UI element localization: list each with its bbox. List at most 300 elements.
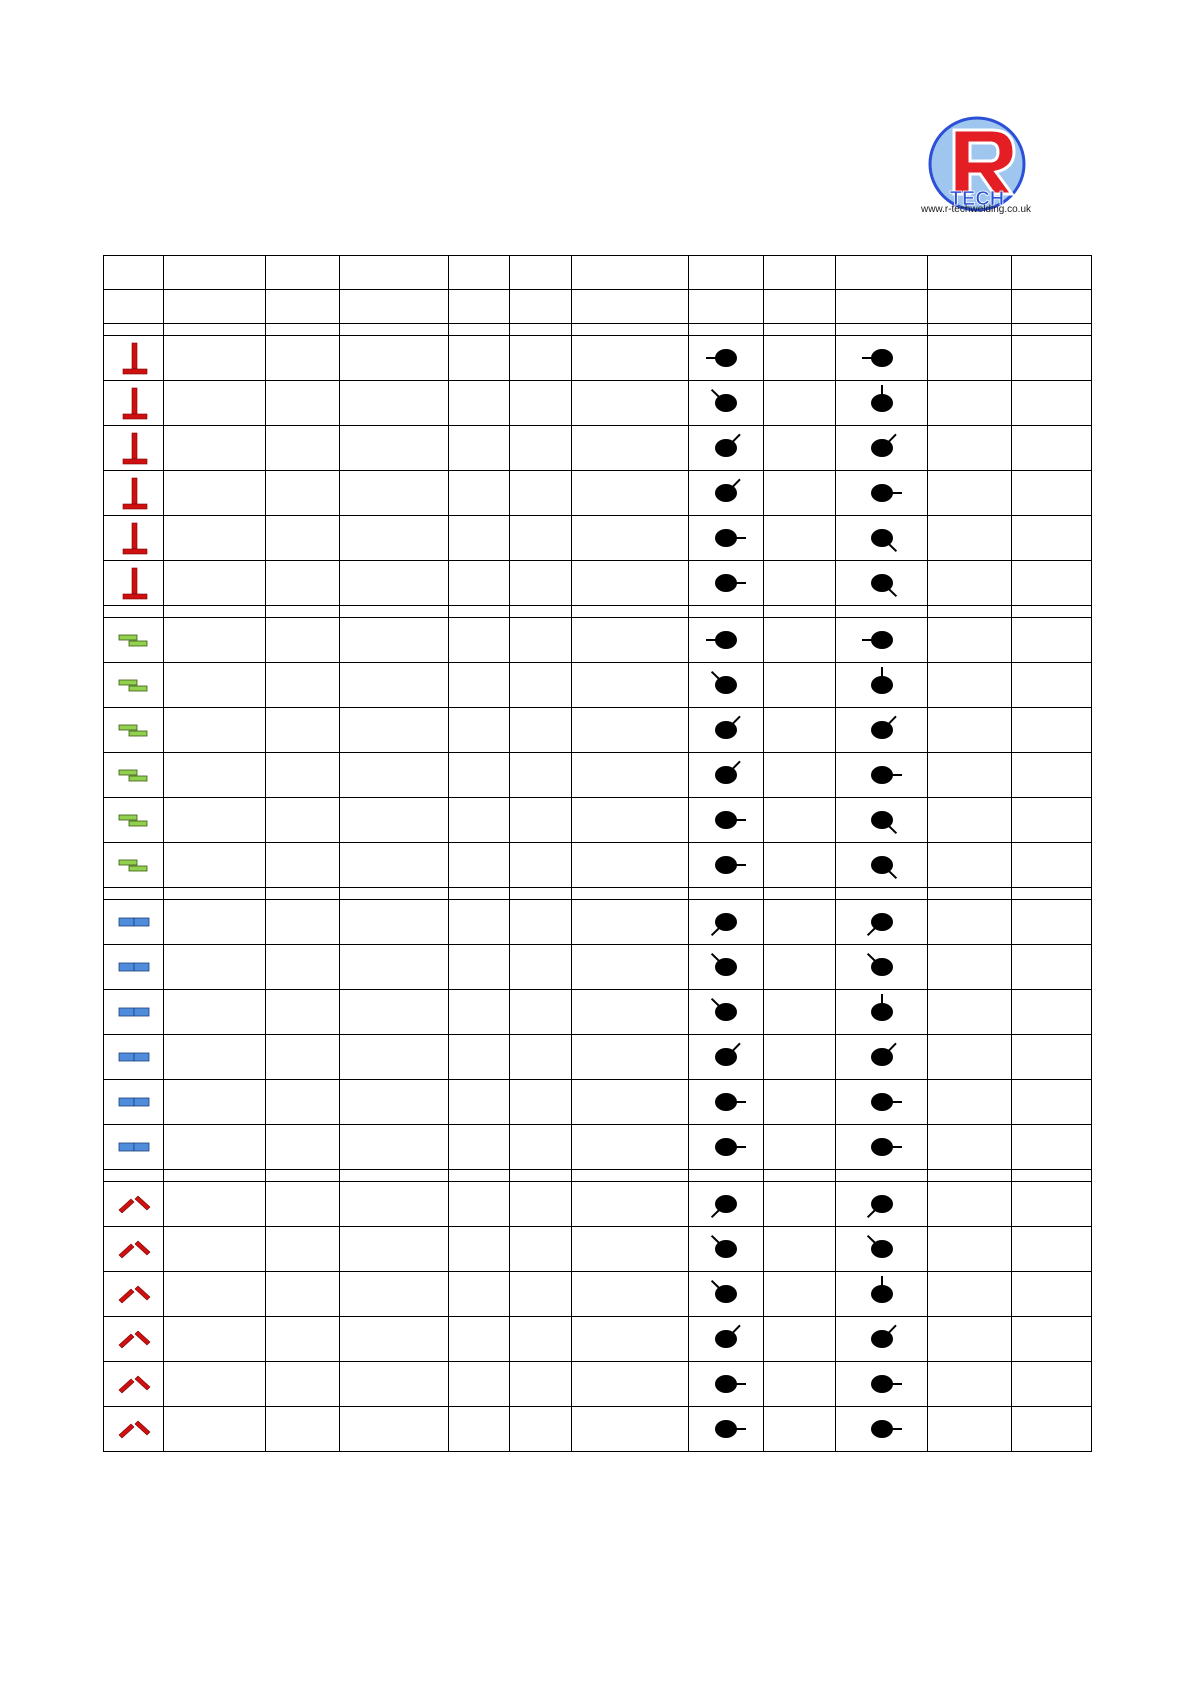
table-cell [340,1182,449,1227]
torch-position-icon [706,949,746,985]
table-cell [266,1035,340,1080]
table-cell [510,663,572,708]
table-cell [572,798,689,843]
table-cell [340,888,449,900]
table-cell [340,1170,449,1182]
torch-position-icon [862,1186,902,1222]
table-cell [572,290,689,324]
table-cell [928,888,1012,900]
table-cell [928,708,1012,753]
table-cell [689,561,764,606]
table-cell [836,1035,928,1080]
table-cell [164,708,266,753]
table-cell [510,1170,572,1182]
table-cell [510,1125,572,1170]
table-cell [266,471,340,516]
table-cell [764,618,836,663]
table-cell [510,1080,572,1125]
torch-position-icon [862,802,902,838]
table-cell [449,256,510,290]
table-cell [689,256,764,290]
table-cell [510,516,572,561]
lap-joint-icon [116,756,152,794]
table-cell [689,606,764,618]
table-cell [449,606,510,618]
table-cell [836,1125,928,1170]
table-cell [836,516,928,561]
table-cell [836,798,928,843]
table-cell [449,290,510,324]
table-cell [764,1035,836,1080]
table-row [104,1227,1092,1272]
table-cell [836,290,928,324]
torch-position-icon [862,1039,902,1075]
corner-joint-icon [116,1185,152,1223]
corner-joint-icon [116,1275,152,1313]
table-cell [1012,1272,1092,1317]
table-cell [572,618,689,663]
table-row [104,708,1092,753]
table-cell [928,290,1012,324]
table-cell [164,381,266,426]
table-cell [340,561,449,606]
table-cell [836,1227,928,1272]
table-cell [449,843,510,888]
table-row [104,1035,1092,1080]
table-cell [164,561,266,606]
table-cell [510,1362,572,1407]
butt-joint-icon [116,1128,152,1166]
table-cell [266,1227,340,1272]
table-cell [164,1182,266,1227]
torch-position-icon [862,1321,902,1357]
table-cell [104,753,164,798]
table-cell [836,1080,928,1125]
table-cell [1012,516,1092,561]
table-row [104,990,1092,1035]
table-row [104,1272,1092,1317]
group-separator-row [104,1170,1092,1182]
table-cell [836,1407,928,1452]
table-row [104,1182,1092,1227]
torch-position-icon [862,1084,902,1120]
torch-position-icon [862,340,902,376]
table-cell [928,324,1012,336]
table-cell [510,900,572,945]
table-cell [928,798,1012,843]
table-cell [1012,1407,1092,1452]
butt-joint-icon [116,993,152,1031]
table-cell [340,1407,449,1452]
table-cell [836,324,928,336]
butt-joint-icon [116,1083,152,1121]
table-cell [266,753,340,798]
table-cell [164,1272,266,1317]
table-cell [340,618,449,663]
table-cell [449,1080,510,1125]
table-cell [449,798,510,843]
r-tech-logo [896,112,1058,216]
table-cell [689,516,764,561]
table-cell [928,256,1012,290]
t-joint-fillet-icon [116,564,152,602]
table-cell [764,336,836,381]
table-cell [510,843,572,888]
table-cell [449,1272,510,1317]
table-cell [164,1170,266,1182]
table-cell [1012,381,1092,426]
table-cell [164,945,266,990]
table-cell [104,798,164,843]
torch-position-icon [706,1129,746,1165]
table-cell [340,990,449,1035]
table-cell [689,426,764,471]
table-cell [836,426,928,471]
torch-position-icon [862,622,902,658]
torch-position-icon [862,1411,902,1447]
table-cell [689,1125,764,1170]
table-cell [572,990,689,1035]
table-cell [764,990,836,1035]
table-cell [164,1407,266,1452]
table-cell [164,618,266,663]
torch-position-icon [862,904,902,940]
table-cell [1012,888,1092,900]
table-cell [1012,753,1092,798]
table-cell [689,1272,764,1317]
table-cell [1012,336,1092,381]
table-cell [572,708,689,753]
torch-position-icon [706,622,746,658]
torch-position-icon [706,1411,746,1447]
table-row [104,1317,1092,1362]
table-cell [836,606,928,618]
table-cell [104,290,164,324]
table-cell [266,561,340,606]
table-cell [836,471,928,516]
torch-position-icon [862,430,902,466]
table-cell [449,1170,510,1182]
table-cell [164,1227,266,1272]
table-cell [572,900,689,945]
table-cell [764,753,836,798]
torch-position-icon [706,802,746,838]
torch-position-icon [706,1039,746,1075]
table-cell [572,1125,689,1170]
table-cell [164,900,266,945]
table-cell [689,290,764,324]
table-cell [764,1182,836,1227]
table-cell [510,606,572,618]
t-joint-fillet-icon [116,339,152,377]
table-cell [104,1272,164,1317]
table-cell [340,426,449,471]
table-cell [1012,798,1092,843]
table-cell [836,1182,928,1227]
table-cell [764,516,836,561]
table-cell [449,945,510,990]
table-cell [1012,663,1092,708]
torch-position-icon [706,520,746,556]
table-cell [764,798,836,843]
table-cell [266,618,340,663]
table-cell [928,1407,1012,1452]
table-cell [689,324,764,336]
table-cell [572,753,689,798]
table-cell [572,1227,689,1272]
table-cell [572,256,689,290]
table-cell [164,1080,266,1125]
table-cell [836,1272,928,1317]
table-cell [164,290,266,324]
table-row [104,516,1092,561]
table-cell [266,381,340,426]
table-cell [340,336,449,381]
table-cell [104,1182,164,1227]
table-cell [689,1227,764,1272]
table-cell [764,888,836,900]
table-cell [266,1170,340,1182]
table-cell [449,1362,510,1407]
table-cell [510,1407,572,1452]
torch-position-icon [706,904,746,940]
table-cell [836,1362,928,1407]
table-cell [836,708,928,753]
table-cell [1012,1227,1092,1272]
lap-joint-icon [116,666,152,704]
table-cell [104,1317,164,1362]
table-cell [836,381,928,426]
table-cell [572,663,689,708]
torch-position-icon [862,520,902,556]
table-cell [340,1035,449,1080]
corner-joint-icon [116,1320,152,1358]
table-cell [764,1080,836,1125]
table-cell [1012,471,1092,516]
table-row [104,1362,1092,1407]
table-cell [689,843,764,888]
table-cell [836,561,928,606]
table-cell [689,618,764,663]
torch-position-icon [706,430,746,466]
table-cell [340,256,449,290]
table-cell [689,900,764,945]
table-cell [449,561,510,606]
table-cell [928,1125,1012,1170]
table-cell [836,256,928,290]
table-cell [266,1272,340,1317]
table-cell [928,753,1012,798]
table-cell [449,1182,510,1227]
table-cell [1012,1170,1092,1182]
table-cell [764,900,836,945]
table-cell [164,798,266,843]
table-cell [764,1362,836,1407]
table-cell [340,1317,449,1362]
table-cell [340,1125,449,1170]
table-cell [836,753,928,798]
t-joint-fillet-icon [116,384,152,422]
table-cell [689,1170,764,1182]
torch-position-icon [706,1186,746,1222]
table-cell [164,753,266,798]
table-cell [266,426,340,471]
table-cell [1012,290,1092,324]
table-cell [164,324,266,336]
torch-position-icon [862,994,902,1030]
table-cell [164,1035,266,1080]
table-cell [266,1125,340,1170]
torch-position-icon [706,1321,746,1357]
table-cell [449,1227,510,1272]
table-cell [449,753,510,798]
table-cell [764,471,836,516]
table-row [104,753,1092,798]
table-cell [340,324,449,336]
torch-position-icon [706,1084,746,1120]
table-cell [266,663,340,708]
table-cell [689,663,764,708]
table-cell [928,381,1012,426]
table-cell [510,1227,572,1272]
table-cell [449,618,510,663]
table-cell [1012,945,1092,990]
table-cell [764,1272,836,1317]
table-cell [1012,1035,1092,1080]
torch-position-icon [862,949,902,985]
table-cell [928,1182,1012,1227]
table-cell [572,843,689,888]
header-row [104,256,1092,290]
table-cell [572,606,689,618]
table-cell [340,798,449,843]
table-cell [1012,1080,1092,1125]
table-cell [572,1362,689,1407]
table-cell [266,798,340,843]
table-cell [572,324,689,336]
table-cell [104,324,164,336]
table-cell [104,256,164,290]
torch-position-icon [706,385,746,421]
table-cell [340,945,449,990]
torch-position-icon [706,1366,746,1402]
table-cell [510,990,572,1035]
t-joint-fillet-icon [116,519,152,557]
table-cell [266,324,340,336]
table-cell [928,1227,1012,1272]
table-cell [164,606,266,618]
table-cell [266,290,340,324]
table-row [104,843,1092,888]
table-cell [340,1080,449,1125]
table-cell [164,990,266,1035]
table-cell [928,336,1012,381]
table-cell [572,1080,689,1125]
table-cell [340,290,449,324]
table-cell [164,256,266,290]
table-cell [104,516,164,561]
corner-joint-icon [116,1365,152,1403]
lap-joint-icon [116,801,152,839]
table-cell [510,753,572,798]
table-row [104,663,1092,708]
table-row [104,426,1092,471]
table-cell [689,1317,764,1362]
t-joint-fillet-icon [116,429,152,467]
table-cell [104,381,164,426]
table-cell [928,561,1012,606]
table-cell [836,888,928,900]
table-cell [764,290,836,324]
table-cell [104,888,164,900]
table-cell [1012,606,1092,618]
table-cell [572,1182,689,1227]
table-cell [928,1080,1012,1125]
table-cell [510,471,572,516]
table-row [104,900,1092,945]
table-cell [104,1407,164,1452]
table-cell [572,1035,689,1080]
butt-joint-icon [116,948,152,986]
table-row [104,945,1092,990]
table-cell [689,990,764,1035]
table-cell [266,256,340,290]
table-cell [266,900,340,945]
table-cell [510,1035,572,1080]
table-cell [764,256,836,290]
table-cell [104,1035,164,1080]
table-cell [928,843,1012,888]
table-cell [1012,324,1092,336]
table-cell [449,426,510,471]
lap-joint-icon [116,846,152,884]
table-cell [764,1170,836,1182]
table-cell [1012,426,1092,471]
table-cell [689,1080,764,1125]
table-cell [836,1317,928,1362]
table-cell [1012,843,1092,888]
table-cell [449,663,510,708]
table-cell [928,945,1012,990]
table-cell [510,381,572,426]
lap-joint-icon [116,711,152,749]
table-cell [689,1182,764,1227]
table-cell [104,561,164,606]
table-cell [928,516,1012,561]
table-cell [1012,1125,1092,1170]
table-cell [104,945,164,990]
corner-joint-icon [116,1230,152,1268]
table-cell [928,1362,1012,1407]
table-cell [572,426,689,471]
table-cell [266,1182,340,1227]
table-cell [1012,708,1092,753]
table-cell [104,708,164,753]
table-cell [510,426,572,471]
table-cell [164,888,266,900]
table-row [104,336,1092,381]
table-cell [764,324,836,336]
group-separator-row [104,324,1092,336]
torch-position-icon [862,1276,902,1312]
table-cell [572,945,689,990]
table-row [104,618,1092,663]
torch-position-icon [706,1231,746,1267]
table-cell [689,798,764,843]
table-cell [928,990,1012,1035]
butt-joint-icon [116,1038,152,1076]
table-cell [572,516,689,561]
